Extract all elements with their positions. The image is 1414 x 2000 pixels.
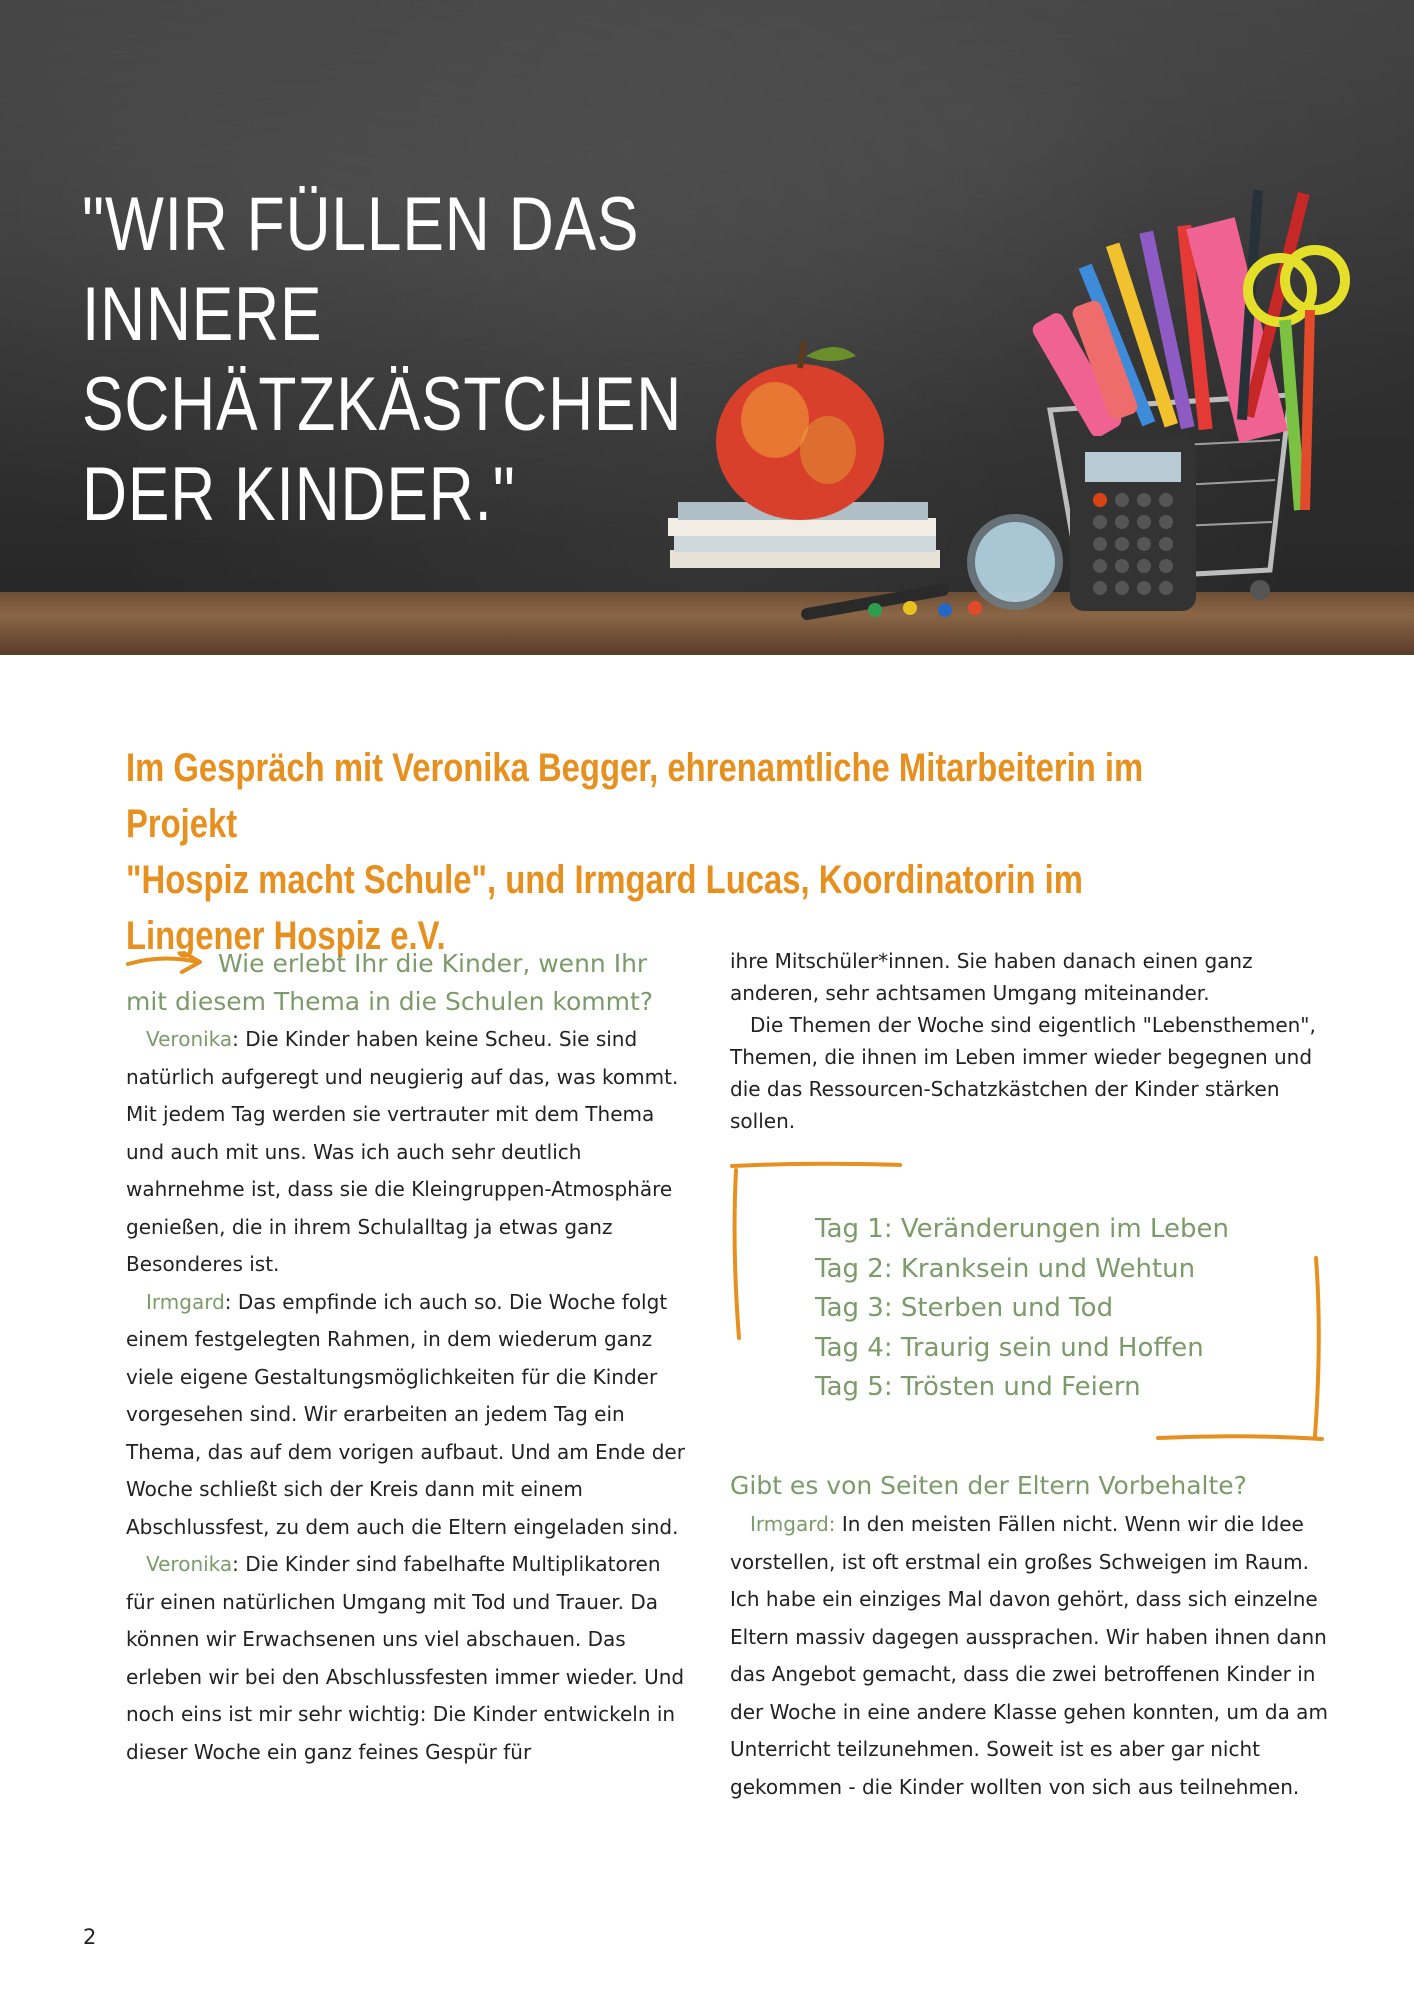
answer-text: In den meisten Fällen nicht. Wenn wir die Idee vorstellen, ist oft erstmal ein großes Schweigen im Raum. Ich habe ein einziges Mal davon gehört, dass sich einzelne Eltern massiv dagegen aussprachen. Wir haben ihnen dann das Angebot gemacht, dass die zwei betroffenen Kinder in der Woche in eine andere Klasse gehen konnten, um da am Unterricht teilzunehmen. Soweit ist es aber gar nicht gekommen - die Kinder wollten von sich aus teilnehmen. (730, 1512, 1328, 1799)
answer-text: : Die Kinder haben keine Scheu. Sie sind natürlich aufgeregt und neugierig auf das, was kommt. Mit jedem Tag werden sie vertrauter mit dem Thema und auch mit uns. Was ich auch sehr deutlich wahrnehme ist, dass sie die Kleingruppen-Atmosphäre genießen, die in ihrem Schulalltag ja etwas ganz Besonderes ist. (126, 1027, 679, 1276)
speaker-name: Veronika (146, 1027, 233, 1051)
answer-paragraph (126, 1021, 686, 1284)
hero-banner (0, 0, 1414, 655)
speaker-name: Irmgard (146, 1289, 225, 1314)
school-supplies-illustration (660, 150, 1360, 630)
hero-title-line-2: SCHÄTZKÄSTCHEN DER KINDER." (82, 362, 683, 537)
page-number: 2 (83, 1925, 97, 1949)
answer-paragraph (730, 1506, 1330, 1806)
speaker-name: Irmgard: (750, 1512, 836, 1536)
continued-paragraph: ihre Mitschüler*innen. Sie haben danach einen ganz anderen, sehr achtsamen Umgang miteinander. (730, 949, 1253, 1005)
day-list (815, 1210, 1229, 1408)
list-item: Tag 1: Veränderungen im Leben (815, 1214, 1229, 1244)
question-text: Wie erlebt Ihr die Kinder, wenn Ihr mit diesem Thema in die Schulen kommt? (126, 949, 654, 1016)
answer-paragraph (126, 1546, 686, 1771)
question-heading-2: Gibt es von Seiten der Eltern Vorbehalte? (730, 1471, 1247, 1500)
answer-paragraph (126, 1284, 686, 1547)
intro-heading (126, 740, 1159, 964)
list-item: Tag 2: Kranksein und Wehtun (815, 1253, 1196, 1284)
list-item: Tag 4: Traurig sein und Hoffen (815, 1332, 1204, 1363)
arrow-icon (126, 950, 204, 976)
list-item: Tag 5: Trösten und Feiern (815, 1372, 1141, 1402)
answer-text: : Das empfinde ich auch so. Die Woche folgt einem festgelegten Rahmen, in dem wiederum ganz viele eigene Gestaltungsmöglichkeiten für die Kinder vorgesehen sind. Wir erarbeiten an jedem Tag ein Thema, das auf dem vorigen aufbaut. Und am Ende der Woche schließt sich der Kreis dann mit einem Abschlussfest, zu dem auch die Eltern eingeladen sind. (126, 1289, 685, 1539)
speaker-name: Veronika (146, 1552, 233, 1576)
question-heading (126, 945, 686, 1021)
right-column-bottom (730, 1506, 1330, 1806)
list-item: Tag 3: Sterben und Tod (815, 1293, 1114, 1323)
hero-title-line-1: "WIR FÜLLEN DAS INNERE (82, 182, 640, 357)
right-column-top (730, 945, 1320, 1137)
intro-line-1: Im Gespräch mit Veronika Begger, ehrenamtliche Mitarbeiterin im Projekt (126, 746, 1144, 846)
day-list-box (730, 1158, 1330, 1448)
answer-text: : Die Kinder sind fabelhafte Multiplikatoren für einen natürlichen Umgang mit Tod und Trauer. Da können wir Erwachsenen uns viel abschauen. Das erleben wir bei den Abschlussfesten immer wieder. Und noch eins ist mir sehr wichtig: Die Kinder entwickeln in dieser Woche ein ganz feines Gespür für (126, 1552, 685, 1764)
themes-paragraph: Die Themen der Woche sind eigentlich "Lebensthemen", Themen, die ihnen im Leben immer wieder begegnen und die das Ressourcen-Schatzkästchen der Kinder stärken sollen. (730, 1013, 1316, 1133)
intro-line-2: "Hospiz macht Schule", und Irmgard Lucas, Koordinatorin im Lingener Hospiz e.V. (126, 858, 1083, 958)
left-column (126, 945, 686, 1771)
